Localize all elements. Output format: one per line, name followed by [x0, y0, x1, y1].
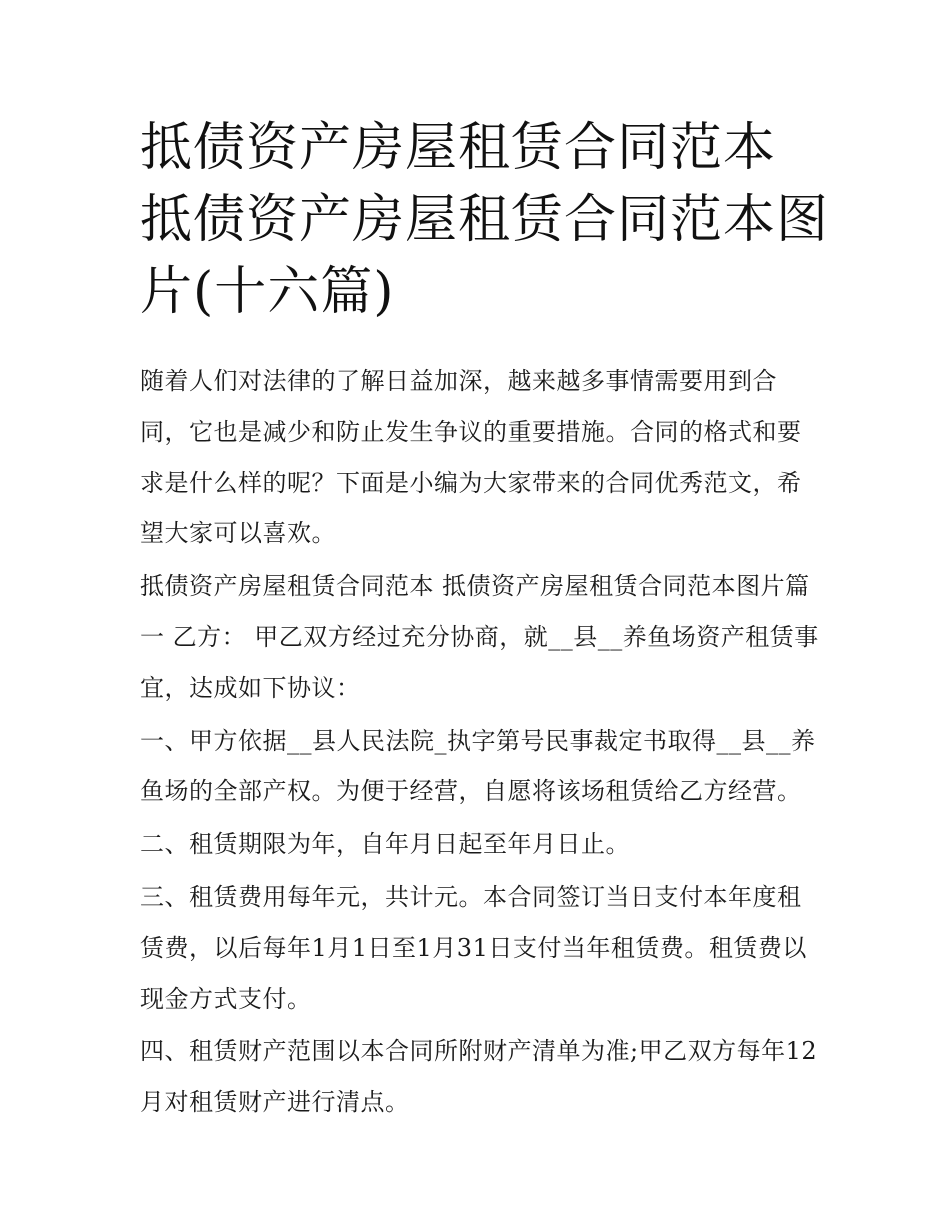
paragraph-clause-1: 一、甲方依据__县人民法院_执字第号民事裁定书取得__县__养鱼场的全部产权。为便于经营，自愿将该场租赁给乙方经营。	[140, 726, 816, 806]
paragraph-clause-3: 三、租赁费用每年元，共计元。本合同签订当日支付本年度租赁费，以后每年1月1日至1月31日支付当年租赁费。租赁费以现金方式支付。	[140, 882, 807, 1013]
paragraph-clause-2: 二、租赁期限为年，自年月日起至年月日止。	[140, 830, 630, 859]
document-body	[140, 356, 820, 1130]
paragraph-clause-4: 四、租赁财产范围以本合同所附财产清单为准;甲乙双方每年12月对租赁财产进行清点。	[140, 1037, 818, 1117]
document-title: 抵债资产房屋租赁合同范本 抵债资产房屋租赁合同范本图片(十六篇)	[140, 118, 830, 322]
paragraph-heading-part-one: 抵债资产房屋租赁合同范本 抵债资产房屋租赁合同范本图片篇一 乙方： 甲乙双方经过充分协商，就__县__养鱼场资产租赁事宜，达成如下协议：	[140, 572, 819, 702]
paragraph-intro: 随着人们对法律的了解日益加深，越来越多事情需要用到合同，它也是减少和防止发生争议的重要措施。合同的格式和要求是什么样的呢？下面是小编为大家带来的合同优秀范文，希望大家可以喜欢。	[140, 367, 802, 548]
